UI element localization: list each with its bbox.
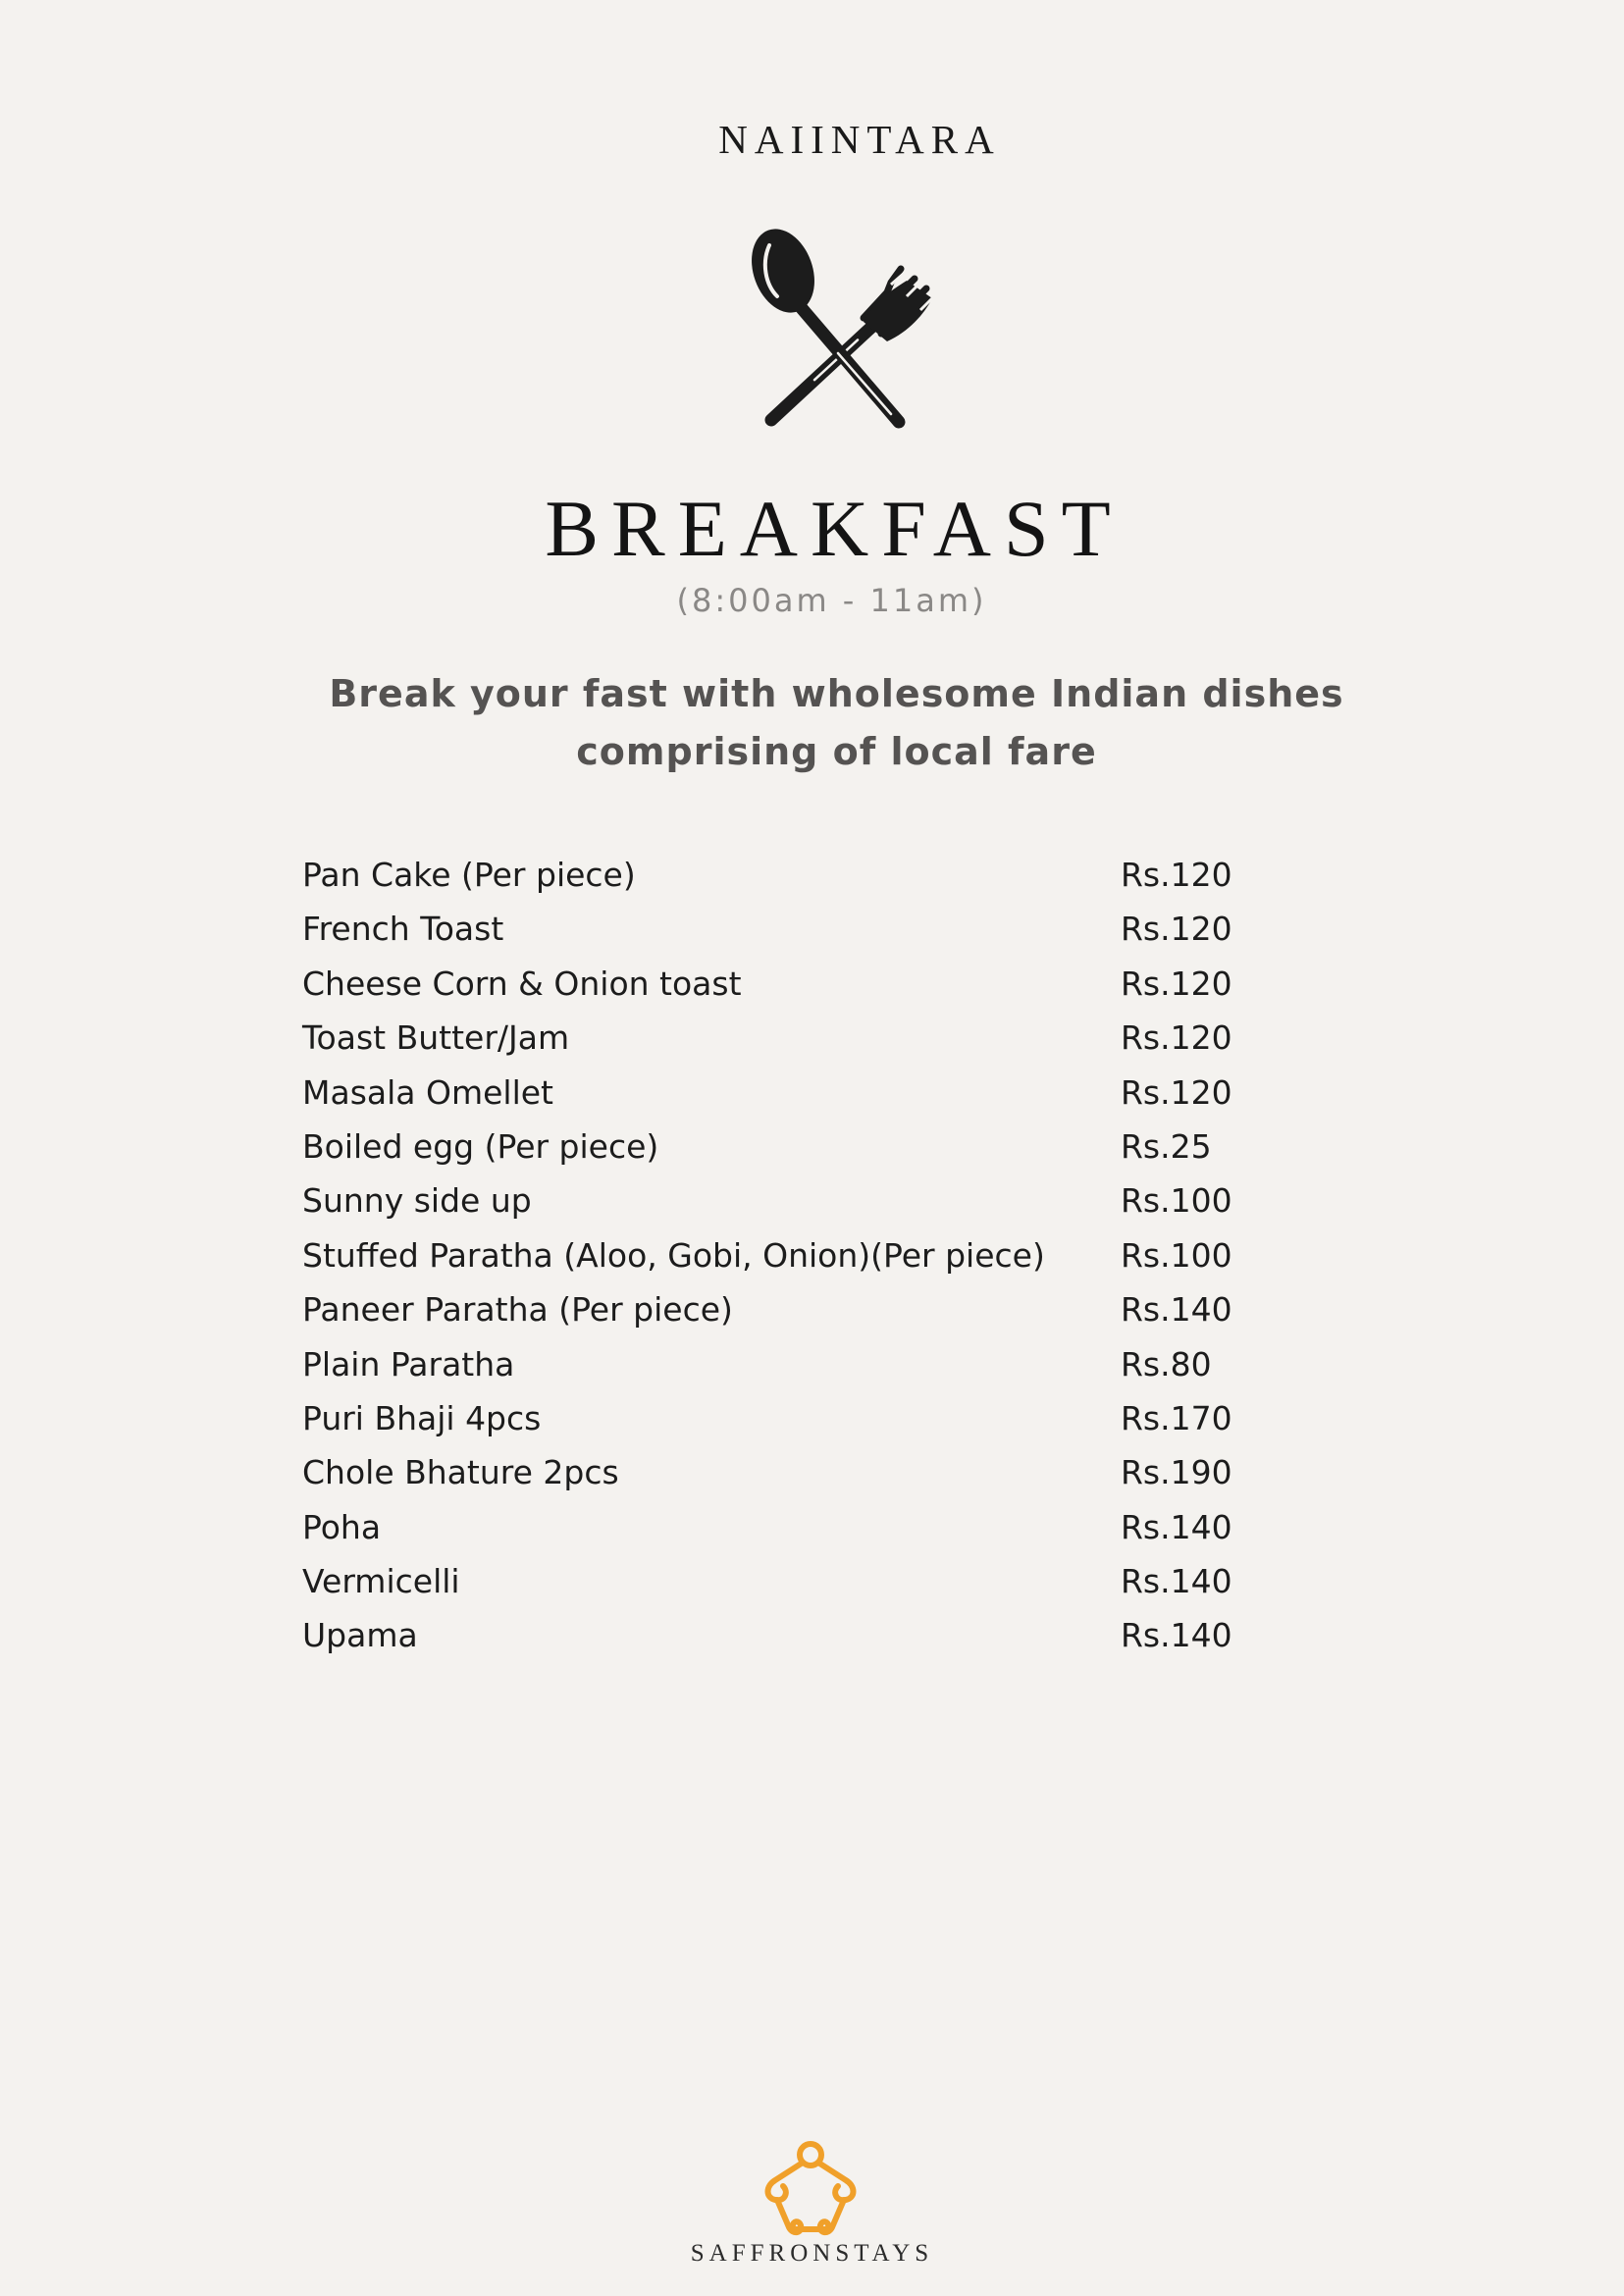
item-price: Rs.140 xyxy=(1121,1290,1232,1330)
brand-name: NAIINTARA xyxy=(718,117,1001,162)
menu-item xyxy=(302,1290,1283,1344)
item-name: Masala Omellet xyxy=(302,1072,553,1112)
item-price: Rs.140 xyxy=(1121,1507,1232,1546)
item-price: Rs.120 xyxy=(1121,1018,1232,1058)
item-price: Rs.120 xyxy=(1121,910,1232,949)
section-title: BREAKFAST xyxy=(545,484,1124,573)
item-name: Cheese Corn & Onion toast xyxy=(302,964,742,1003)
menu-item xyxy=(302,1399,1283,1453)
item-name: Pan Cake (Per piece) xyxy=(302,856,636,894)
menu-item xyxy=(302,1236,1283,1290)
menu-item xyxy=(302,1345,1283,1399)
item-name: Sunny side up xyxy=(302,1181,532,1221)
menu-list xyxy=(302,856,1283,1671)
saffronstays-logo-icon xyxy=(756,2137,865,2240)
item-price: Rs.120 xyxy=(1121,964,1232,1003)
item-price: Rs.190 xyxy=(1121,1453,1232,1492)
menu-item xyxy=(302,856,1283,910)
item-name: Paneer Paratha (Per piece) xyxy=(302,1290,733,1330)
tagline-line-2: comprising of local fare xyxy=(576,730,1097,773)
menu-item xyxy=(302,1018,1283,1072)
item-name: Stuffed Paratha (Aloo, Gobi, Onion)(Per piece) xyxy=(302,1235,1045,1275)
menu-item xyxy=(302,1508,1283,1562)
menu-item xyxy=(302,1453,1283,1507)
item-price: Rs.120 xyxy=(1121,1072,1232,1112)
item-name: Puri Bhaji 4pcs xyxy=(302,1398,542,1437)
item-price: Rs.25 xyxy=(1121,1126,1212,1166)
tagline-line-1: Break your fast with wholesome Indian dishes xyxy=(329,672,1344,715)
item-name: French Toast xyxy=(302,910,504,949)
item-price: Rs.140 xyxy=(1121,1562,1232,1601)
item-name: Poha xyxy=(302,1507,382,1546)
item-name: Plain Paratha xyxy=(302,1344,515,1383)
menu-item xyxy=(302,1073,1283,1127)
item-name: Upama xyxy=(302,1616,418,1655)
menu-item xyxy=(302,1181,1283,1235)
menu-item xyxy=(302,1562,1283,1616)
item-price: Rs.170 xyxy=(1121,1398,1232,1437)
item-price: Rs.100 xyxy=(1121,1235,1232,1275)
menu-item xyxy=(302,1616,1283,1670)
menu-item xyxy=(302,965,1283,1018)
item-name: Toast Butter/Jam xyxy=(302,1018,570,1058)
section-tagline xyxy=(0,665,1624,781)
item-name: Chole Bhature 2pcs xyxy=(302,1453,619,1492)
item-price: Rs.100 xyxy=(1121,1181,1232,1221)
footer-brand: SAFFRONSTAYS xyxy=(690,2240,934,2267)
item-name: Boiled egg (Per piece) xyxy=(302,1126,659,1166)
serving-hours: (8:00am - 11am) xyxy=(676,582,987,619)
spoon-fork-icon xyxy=(744,224,955,435)
menu-item xyxy=(302,910,1283,964)
menu-item xyxy=(302,1127,1283,1181)
item-price: Rs.140 xyxy=(1121,1616,1232,1655)
item-price: Rs.80 xyxy=(1121,1344,1212,1383)
item-price: Rs.120 xyxy=(1121,856,1232,894)
item-name: Vermicelli xyxy=(302,1562,460,1601)
